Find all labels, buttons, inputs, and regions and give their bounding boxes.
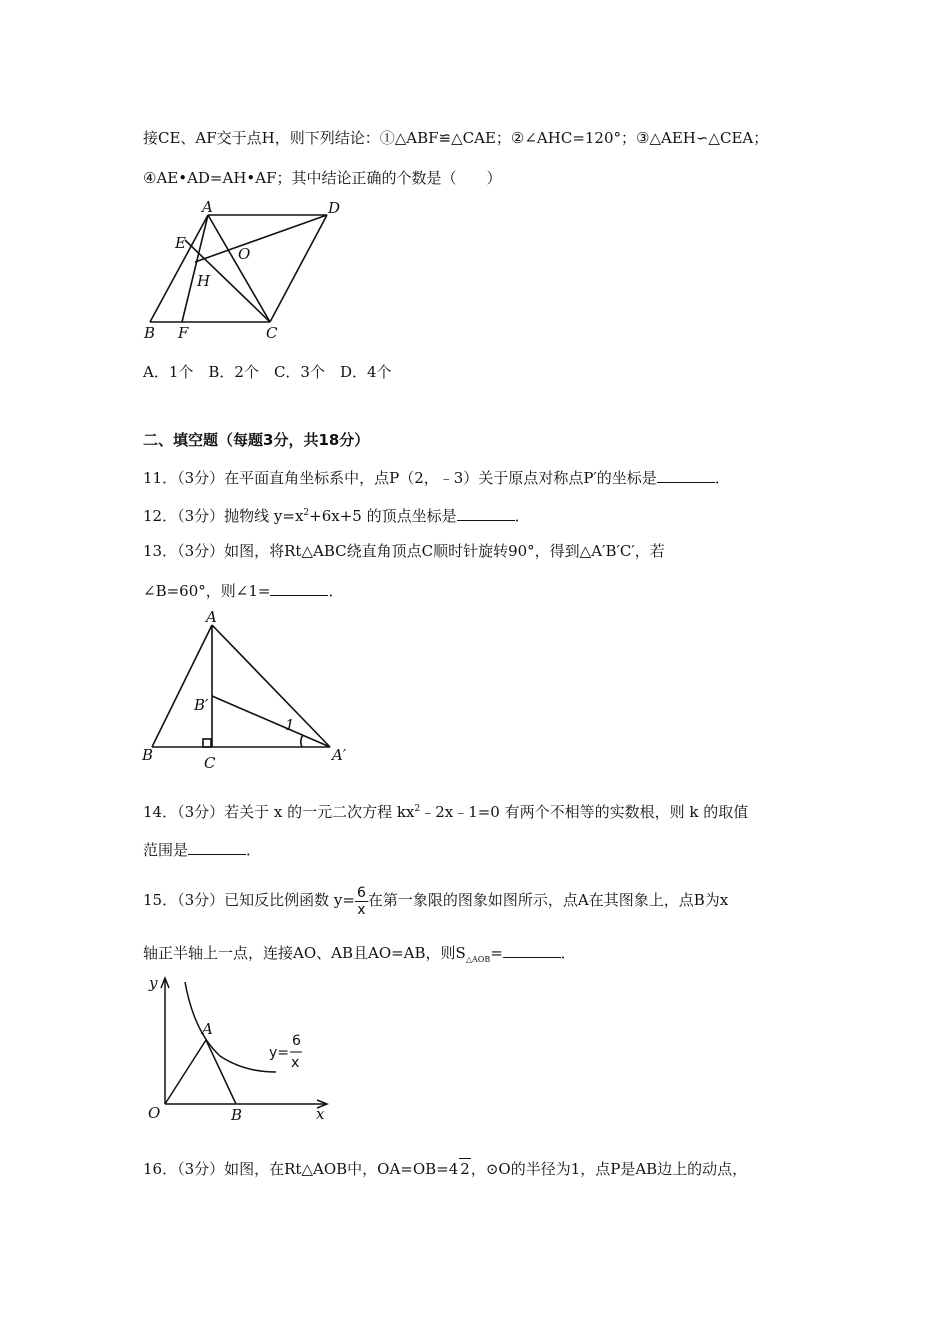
q14-text-line1: 14．（3分）若关于 x 的一元二次方程 $kx^2﹣2x﹣1=0$ 有两个不相等的实数根，则 k 的取值 xyxy=(143,803,749,821)
parallelogram-figure xyxy=(140,198,350,346)
q10-options: A．1个 B．2个 C．3个 D．4个 xyxy=(143,363,392,381)
label-C: C xyxy=(266,324,278,342)
label-y: y xyxy=(149,974,158,992)
q14-answer-blank[interactable] xyxy=(188,840,246,855)
label-B: B xyxy=(231,1106,243,1124)
q10-text-line1: 接CE、AF交于点H，则下列结论：①△ABF≌△CAE；②∠AHC=120°；③△AEH∽△CEA； xyxy=(143,129,769,147)
label-A: A xyxy=(202,198,213,216)
q13-text-line2: ∠B=60°，则∠1= ． xyxy=(143,582,344,600)
q11-text: 11．（3分）在平面直角坐标系中，点P（2，﹣3）关于原点对称点P′的坐标是 ． xyxy=(143,469,730,487)
section2-title: 二、填空题（每题3分，共18分） xyxy=(143,431,370,449)
label-H: H xyxy=(197,272,211,290)
rotation-triangle-figure xyxy=(140,608,360,773)
label-D: D xyxy=(328,199,341,217)
label-B-prime: B′ xyxy=(194,696,209,714)
q12-text: 12．（3分）抛物线 $y=x^2+6x+5$ 的顶点坐标是 ． xyxy=(143,507,530,525)
label-C: C xyxy=(204,754,216,772)
q11-answer-blank[interactable] xyxy=(657,468,715,483)
q16-text: 16．（3分）如图，在Rt△AOB中，OA=OB=4 2，⊙O的半径为1，点P是AB边上的动点， xyxy=(143,1160,748,1178)
q10-text-line2: ④AE•AD=AH•AF；其中结论正确的个数是（ ） xyxy=(143,169,502,187)
label-A-prime: A′ xyxy=(332,746,347,764)
inverse-function-figure xyxy=(140,968,340,1128)
func-label-num: 6 xyxy=(292,1033,301,1049)
sqrt-2: 2 xyxy=(460,1160,470,1178)
label-angle-1: 1 xyxy=(285,716,295,734)
label-O: O xyxy=(148,1104,161,1122)
label-E: E xyxy=(175,234,186,252)
q15-answer-blank[interactable] xyxy=(503,943,561,958)
func-label-prefix: y= xyxy=(269,1045,290,1061)
q14-text-line2: 范围是 ． xyxy=(143,841,262,859)
label-B: B xyxy=(142,746,154,764)
label-O: O xyxy=(238,245,251,263)
q13-text-line1: 13．（3分）如图，将Rt△ABC绕直角顶点C顺时针旋转90°，得到△A′B′C′，若 xyxy=(143,542,665,560)
label-x: x xyxy=(316,1105,325,1123)
label-A: A xyxy=(202,1020,213,1038)
label-A: A xyxy=(206,608,217,626)
q15-text-line1: 15．（3分）已知反比例函数 y= $\frac{6}{x}$ 在第一象限的图象如图所示，点A在其图象上，点B为x xyxy=(143,884,729,918)
q12-answer-blank[interactable] xyxy=(457,506,515,521)
label-B: B xyxy=(144,324,156,342)
q13-answer-blank[interactable] xyxy=(270,581,328,596)
fraction-6-over-x: $\frac{6}{x}$ xyxy=(356,884,366,918)
label-F: F xyxy=(178,324,189,342)
q15-text-line2: 轴正半轴上一点，连接AO、AB且AO=AB，则$S_{\triangle AOB}=$ ． xyxy=(143,944,576,964)
func-label-den: x xyxy=(291,1055,300,1071)
